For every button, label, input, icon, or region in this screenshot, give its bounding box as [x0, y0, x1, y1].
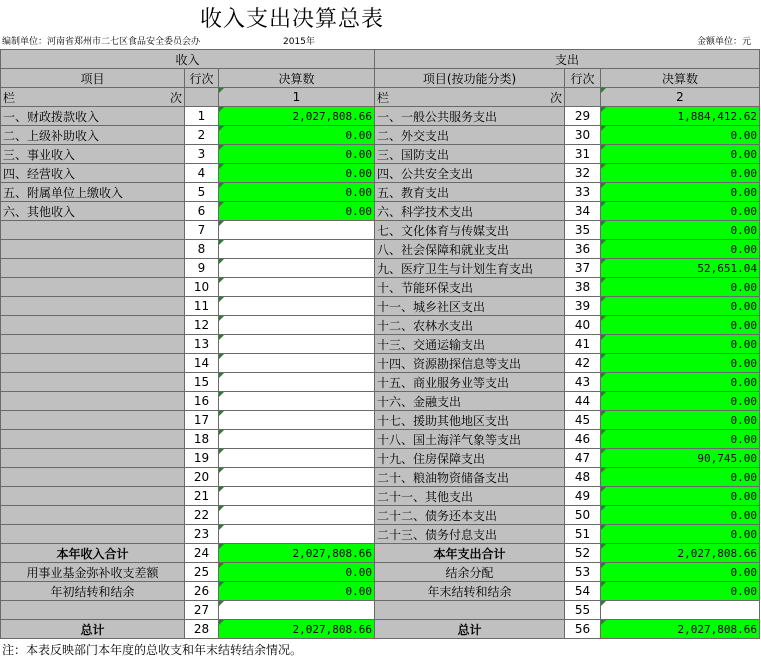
income-summary-amount[interactable]: 0.00: [219, 563, 375, 582]
summary-row: [1, 544, 760, 563]
expense-item-name: 十九、住房保障支出: [375, 449, 565, 468]
expense-item-name: 二十一、其他支出: [375, 487, 565, 506]
income-item-name: [1, 297, 185, 316]
income-item-name: [1, 392, 185, 411]
income-item-name: [1, 506, 185, 525]
expense-row-number: 51: [565, 525, 601, 544]
income-row-number: 28: [185, 620, 219, 639]
table-row: [1, 221, 760, 240]
expense-amount-cell[interactable]: 90,745.00: [601, 449, 760, 468]
income-row-number: 20: [185, 468, 219, 487]
income-row-number: 15: [185, 373, 219, 392]
income-row-number: 1: [185, 107, 219, 126]
income-amount-header: 决算数: [219, 69, 375, 88]
income-header: 收入: [1, 50, 375, 69]
income-row-number: 26: [185, 582, 219, 601]
income-amount-cell[interactable]: 0.00: [219, 145, 375, 164]
expense-row-number: 54: [565, 582, 601, 601]
income-item-header: 项目: [1, 69, 185, 88]
expense-row-number: 42: [565, 354, 601, 373]
income-amount-cell[interactable]: 2,027,808.66: [219, 107, 375, 126]
table-row: [1, 487, 760, 506]
expense-item-name: 十一、城乡社区支出: [375, 297, 565, 316]
expense-amount-cell[interactable]: 0.00: [601, 373, 760, 392]
income-amount-cell[interactable]: [219, 335, 375, 354]
table-row: [1, 259, 760, 278]
expense-row-number: 36: [565, 240, 601, 259]
expense-row-number: 48: [565, 468, 601, 487]
expense-amount-cell[interactable]: 0.00: [601, 164, 760, 183]
year-label: 2015年: [283, 37, 315, 47]
income-row-number: 12: [185, 316, 219, 335]
table-row: [1, 335, 760, 354]
expense-amount-cell[interactable]: 0.00: [601, 392, 760, 411]
expense-row-number: 31: [565, 145, 601, 164]
expense-row-number: 44: [565, 392, 601, 411]
table-row: [1, 240, 760, 259]
income-item-name: 五、附属单位上缴收入: [1, 183, 185, 202]
income-row-number: 5: [185, 183, 219, 202]
income-amount-cell[interactable]: [219, 392, 375, 411]
expense-amount-cell[interactable]: 0.00: [601, 240, 760, 259]
expense-row-number: 47: [565, 449, 601, 468]
expense-row-number: 55: [565, 601, 601, 620]
summary-row: [1, 601, 760, 620]
income-amount-cell[interactable]: [219, 468, 375, 487]
expense-item-name: 六、科学技术支出: [375, 202, 565, 221]
expense-summary-label: 年末结转和结余: [375, 582, 565, 601]
expense-column-number: 2: [601, 88, 760, 107]
expense-item-name: 三、国防支出: [375, 145, 565, 164]
income-column-label: 栏 次: [1, 88, 185, 107]
expense-summary-amount[interactable]: 0.00: [601, 582, 760, 601]
income-amount-cell[interactable]: [219, 278, 375, 297]
income-row-number: 21: [185, 487, 219, 506]
expense-item-name: 十六、金融支出: [375, 392, 565, 411]
income-row-no-header: 行次: [185, 69, 219, 88]
income-amount-cell[interactable]: 0.00: [219, 202, 375, 221]
expense-item-name: 七、文化体育与传媒支出: [375, 221, 565, 240]
expense-summary-amount[interactable]: 0.00: [601, 563, 760, 582]
income-item-name: 六、其他收入: [1, 202, 185, 221]
expense-item-name: 十八、国土海洋气象等支出: [375, 430, 565, 449]
income-amount-cell[interactable]: [219, 259, 375, 278]
expense-row-number: 34: [565, 202, 601, 221]
income-amount-cell[interactable]: [219, 506, 375, 525]
expense-row-number: 43: [565, 373, 601, 392]
expense-row-number: 52: [565, 544, 601, 563]
expense-amount-cell[interactable]: 0.00: [601, 278, 760, 297]
expense-item-header: 项目(按功能分类): [375, 69, 565, 88]
expense-row-number: 53: [565, 563, 601, 582]
expense-item-name: 二、外交支出: [375, 126, 565, 145]
income-item-name: [1, 316, 185, 335]
expense-amount-cell[interactable]: 0.00: [601, 221, 760, 240]
table-row: [1, 278, 760, 297]
income-amount-cell[interactable]: [219, 297, 375, 316]
expense-row-number: 46: [565, 430, 601, 449]
income-row-number: 18: [185, 430, 219, 449]
table-row: [1, 506, 760, 525]
income-summary-label: [1, 601, 185, 620]
table-row: [1, 145, 760, 164]
footnote: 注：本表反映部门本年度的总收支和年末结转结余情况。: [2, 643, 303, 657]
expense-amount-cell[interactable]: 0.00: [601, 354, 760, 373]
income-row-number: 23: [185, 525, 219, 544]
table-row: [1, 430, 760, 449]
expense-row-number: 39: [565, 297, 601, 316]
income-amount-cell[interactable]: 0.00: [219, 126, 375, 145]
income-summary-amount[interactable]: 2,027,808.66: [219, 544, 375, 563]
income-amount-cell[interactable]: [219, 487, 375, 506]
table-row: [1, 126, 760, 145]
expense-row-number: 38: [565, 278, 601, 297]
income-item-name: 三、事业收入: [1, 145, 185, 164]
expense-item-name: 九、医疗卫生与计划生育支出: [375, 259, 565, 278]
table-row: [1, 354, 760, 373]
expense-row-number: 45: [565, 411, 601, 430]
expense-amount-cell[interactable]: 0.00: [601, 487, 760, 506]
summary-row: [1, 620, 760, 639]
table-row: [1, 373, 760, 392]
income-row-number: 16: [185, 392, 219, 411]
expense-amount-cell[interactable]: 0.00: [601, 126, 760, 145]
income-item-name: [1, 411, 185, 430]
expense-amount-cell[interactable]: 0.00: [601, 411, 760, 430]
expense-amount-cell[interactable]: 0.00: [601, 297, 760, 316]
income-item-name: 一、财政拨款收入: [1, 107, 185, 126]
income-item-name: 二、上级补助收入: [1, 126, 185, 145]
expense-item-name: 八、社会保障和就业支出: [375, 240, 565, 259]
expense-row-number: 32: [565, 164, 601, 183]
expense-row-number: 30: [565, 126, 601, 145]
income-summary-amount[interactable]: 0.00: [219, 582, 375, 601]
income-summary-amount[interactable]: [219, 601, 375, 620]
income-amount-cell[interactable]: [219, 449, 375, 468]
expense-amount-cell[interactable]: 0.00: [601, 202, 760, 221]
expense-summary-amount[interactable]: 2,027,808.66: [601, 544, 760, 563]
table-row: [1, 202, 760, 221]
expense-summary-label: 本年支出合计: [375, 544, 565, 563]
expense-amount-cell[interactable]: 0.00: [601, 525, 760, 544]
income-summary-amount[interactable]: 2,027,808.66: [219, 620, 375, 639]
table-row: [1, 297, 760, 316]
summary-row: [1, 563, 760, 582]
income-column-number: 1: [219, 88, 375, 107]
income-amount-cell[interactable]: [219, 316, 375, 335]
income-row-number: 19: [185, 449, 219, 468]
expense-item-name: 二十三、债务付息支出: [375, 525, 565, 544]
expense-item-name: 十三、交通运输支出: [375, 335, 565, 354]
income-row-number: 27: [185, 601, 219, 620]
income-item-name: [1, 259, 185, 278]
expense-row-number: 29: [565, 107, 601, 126]
income-amount-cell[interactable]: [219, 354, 375, 373]
income-item-name: [1, 335, 185, 354]
income-item-name: [1, 430, 185, 449]
expense-header: 支出: [375, 50, 760, 69]
expense-amount-cell[interactable]: 0.00: [601, 183, 760, 202]
expense-row-no-header: 行次: [565, 69, 601, 88]
expense-amount-cell[interactable]: 0.00: [601, 430, 760, 449]
table-row: [1, 316, 760, 335]
income-item-name: [1, 373, 185, 392]
income-amount-cell[interactable]: 0.00: [219, 183, 375, 202]
table-row: [1, 468, 760, 487]
income-amount-cell[interactable]: [219, 411, 375, 430]
expense-summary-amount[interactable]: 2,027,808.66: [601, 620, 760, 639]
table-row: [1, 525, 760, 544]
expense-item-name: 二十二、债务还本支出: [375, 506, 565, 525]
expense-item-name: 十七、援助其他地区支出: [375, 411, 565, 430]
income-row-number: 25: [185, 563, 219, 582]
income-row-number: 11: [185, 297, 219, 316]
expense-summary-amount[interactable]: [601, 601, 760, 620]
income-item-name: [1, 449, 185, 468]
income-summary-label: 本年收入合计: [1, 544, 185, 563]
expense-row-number: 56: [565, 620, 601, 639]
expense-item-name: 二十、粮油物资储备支出: [375, 468, 565, 487]
income-row-number: 14: [185, 354, 219, 373]
expense-amount-cell[interactable]: 52,651.04: [601, 259, 760, 278]
income-item-name: [1, 354, 185, 373]
expense-amount-cell[interactable]: 0.00: [601, 506, 760, 525]
expense-row-number: 35: [565, 221, 601, 240]
income-summary-label: 总计: [1, 620, 185, 639]
income-item-name: [1, 525, 185, 544]
income-row-number: 8: [185, 240, 219, 259]
expense-amount-header: 决算数: [601, 69, 760, 88]
expense-item-name: 十四、资源勘探信息等支出: [375, 354, 565, 373]
expense-summary-label: 总计: [375, 620, 565, 639]
table-row: [1, 392, 760, 411]
table-row: [1, 449, 760, 468]
expense-row-number: 40: [565, 316, 601, 335]
expense-row-number: 37: [565, 259, 601, 278]
expense-amount-cell[interactable]: 0.00: [601, 335, 760, 354]
summary-table: [0, 49, 760, 639]
table-row: [1, 107, 760, 126]
income-row-number: 13: [185, 335, 219, 354]
expense-amount-cell[interactable]: 0.00: [601, 468, 760, 487]
table-row: [1, 183, 760, 202]
report-title: 收入支出决算总表: [200, 7, 385, 32]
income-amount-cell[interactable]: [219, 430, 375, 449]
expense-item-name: 十、节能环保支出: [375, 278, 565, 297]
expense-row-number: 49: [565, 487, 601, 506]
income-row-number: 3: [185, 145, 219, 164]
expense-item-name: 十二、农林水支出: [375, 316, 565, 335]
table-row: [1, 411, 760, 430]
income-row-number: 22: [185, 506, 219, 525]
expense-amount-cell[interactable]: 1,884,412.62: [601, 107, 760, 126]
unit-label: 编制单位：河南省郑州市二七区食品安全委员会办: [2, 37, 201, 47]
income-amount-cell[interactable]: 0.00: [219, 164, 375, 183]
income-item-name: [1, 487, 185, 506]
expense-amount-cell[interactable]: 0.00: [601, 316, 760, 335]
income-row-number: 10: [185, 278, 219, 297]
expense-summary-label: 结余分配: [375, 563, 565, 582]
income-row-number: 9: [185, 259, 219, 278]
income-amount-cell[interactable]: [219, 240, 375, 259]
expense-item-name: 四、公共安全支出: [375, 164, 565, 183]
expense-item-name: 十五、商业服务业等支出: [375, 373, 565, 392]
expense-row-number: 41: [565, 335, 601, 354]
expense-summary-label: [375, 601, 565, 620]
expense-item-name: 一、一般公共服务支出: [375, 107, 565, 126]
income-row-number: 17: [185, 411, 219, 430]
income-summary-label: 用事业基金弥补收支差额: [1, 563, 185, 582]
expense-amount-cell[interactable]: 0.00: [601, 145, 760, 164]
income-row-number: 6: [185, 202, 219, 221]
income-summary-label: 年初结转和结余: [1, 582, 185, 601]
income-amount-cell[interactable]: [219, 525, 375, 544]
expense-row-number: 50: [565, 506, 601, 525]
income-item-name: [1, 240, 185, 259]
table-row: [1, 164, 760, 183]
income-item-name: [1, 221, 185, 240]
income-amount-cell[interactable]: [219, 221, 375, 240]
income-row-number: 7: [185, 221, 219, 240]
income-item-name: 四、经营收入: [1, 164, 185, 183]
income-item-name: [1, 468, 185, 487]
expense-row-number: 33: [565, 183, 601, 202]
expense-item-name: 五、教育支出: [375, 183, 565, 202]
currency-label: 金额单位：元: [697, 37, 752, 47]
income-item-name: [1, 278, 185, 297]
income-row-number: 4: [185, 164, 219, 183]
expense-column-label: 栏 次: [375, 88, 565, 107]
income-amount-cell[interactable]: [219, 373, 375, 392]
summary-row: [1, 582, 760, 601]
income-row-number: 2: [185, 126, 219, 145]
income-row-number: 24: [185, 544, 219, 563]
